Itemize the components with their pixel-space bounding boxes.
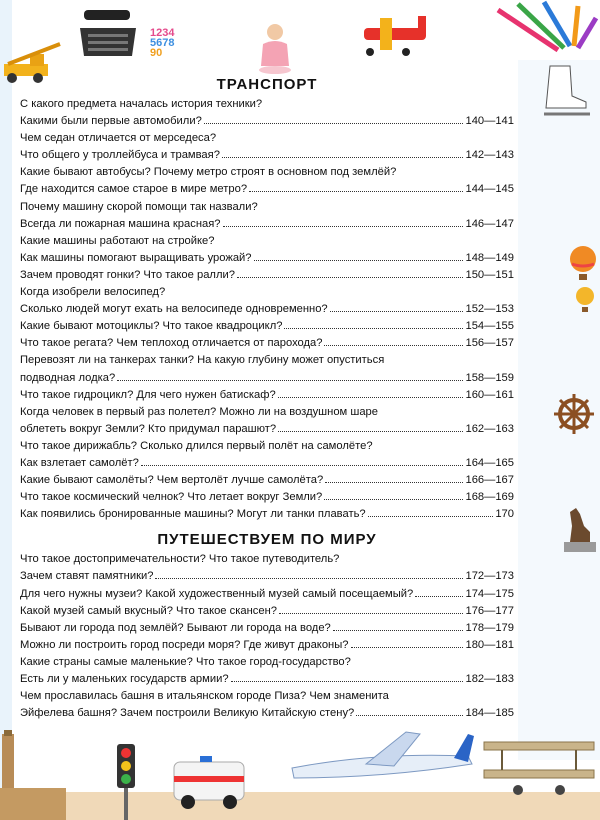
toc-entry[interactable] [20,506,514,523]
toc-entry[interactable] [20,199,514,216]
biplane-icon [478,728,600,798]
toc-entry[interactable] [20,603,514,620]
dot-leader [155,578,463,579]
toc-question: Есть ли у маленьких государств армии? [20,673,229,685]
markers-icon [488,0,600,58]
toc-page-number: 172—173 [465,570,514,583]
toc-entry[interactable] [20,421,514,438]
dot-leader [333,630,464,631]
toc-question: Эйфелева башня? Зачем построили Великую Китайскую стену? [20,707,355,720]
toc-page-number: 156—157 [465,337,514,350]
dot-leader [351,647,464,648]
toc-question: Сколько людей могут ехать на велосипеде одновременно? [20,303,328,316]
dot-leader [249,191,463,192]
toc-entry[interactable] [20,387,514,404]
section-travel-entries [20,551,514,722]
toc-question: Какой музей самый вкусный? Что такое скансен? [20,604,277,617]
section-title-transport: ТРАНСПОРТ [216,76,318,93]
toc-question: Что такое гидроцикл? Для чего нужен батискаф? [20,388,276,401]
dot-leader [324,345,463,346]
ice-skate-icon [540,62,592,120]
toc-question: Какие бывают самолёты? Чем вертолёт лучше самолёта? [20,474,324,487]
toc-page-number: 178—179 [465,621,514,634]
dot-leader [284,328,463,329]
dot-leader [141,465,464,466]
dot-leader [117,380,463,381]
toc-page-number: 164—165 [465,456,514,469]
toc-entry[interactable] [20,688,514,705]
toc-question: Как взлетает самолёт? [20,456,139,469]
dot-leader [254,260,464,261]
toc-question: Бывают ли города под землёй? Бывают ли города на воде? [20,621,331,634]
toc-page-number: 180—181 [465,638,514,651]
toc-question: Что такое космический челнок? Что летает вокруг Земли? [20,491,323,504]
toc-page-number: 174—175 [465,587,514,600]
toc-entry[interactable] [20,147,514,164]
dot-leader [279,613,463,614]
toc-question: Чем седан отличается от мерседеса? [20,132,217,145]
toc-entry[interactable] [20,96,514,113]
toc-entry[interactable] [20,370,514,387]
toc-entry[interactable] [20,489,514,506]
toc-entry[interactable] [20,654,514,671]
toc-entry[interactable] [20,284,514,301]
dog-statue-icon [562,506,598,554]
toc-question: Когда изобрели велосипед? [20,286,166,299]
toc-question: Можно ли построить город посреди моря? Где живут драконы? [20,638,349,651]
toc-page-number: 140—141 [465,115,514,128]
toc-page-number: 148—149 [465,251,514,264]
toc-entry[interactable] [20,250,514,267]
toc-entry[interactable] [20,455,514,472]
toc-entry[interactable] [20,318,514,335]
dot-leader [237,277,464,278]
dot-leader [278,431,463,432]
toc-question: Перевозят ли на танкерах танки? На какую глубину может опуститься [20,354,385,367]
dot-leader [368,516,494,517]
toc-page-number: 158—159 [465,371,514,384]
toc-page-number: 184—185 [465,707,514,720]
toc-page-number: 144—145 [465,183,514,196]
toc-page-number: 170 [495,508,514,521]
dot-leader [231,681,464,682]
toc-page-number: 182—183 [465,673,514,685]
toc-page-number: 160—161 [465,388,514,401]
small-balloon-icon [574,286,596,314]
numbers-row-3: 90 [150,47,163,59]
toc-question: Почему машину скорой помощи так назвали? [20,200,258,213]
toc-entry[interactable] [20,404,514,421]
numbers-row-1: 1234 [150,27,175,39]
toc-entry[interactable] [20,551,514,568]
toc-page-number: 166—167 [465,474,514,487]
toc-page-number: 142—143 [465,149,514,162]
section-transport-entries [20,96,514,523]
dot-leader [324,499,463,500]
dot-leader [415,596,463,597]
dot-leader [222,157,464,158]
toc-entry[interactable] [20,267,514,284]
toc-entry[interactable] [20,586,514,603]
table-of-contents [20,74,514,722]
toc-entry[interactable] [20,620,514,637]
dot-leader [278,397,464,398]
toc-entry[interactable] [20,164,514,181]
dot-leader [325,482,463,483]
toc-question: подводная лодка? [20,371,116,384]
toc-entry[interactable] [20,671,514,688]
ambulance-icon [170,754,250,814]
toc-question: Что такое достопримечательности? Что такое путеводитель? [20,553,340,566]
toc-entry[interactable] [20,301,514,318]
toc-question: Какие машины работают на стройке? [20,234,215,247]
toc-question: Как машины помогают выращивать урожай? [20,251,252,264]
toc-question: Для чего нужны музеи? Какой художественный музей самый посещаемый? [20,587,414,600]
toc-question: Чем прославилась башня в итальянском городе Пиза? Чем знаменита [20,690,389,703]
toc-entry[interactable] [20,705,514,722]
toc-question: Какими были первые автомобили? [20,115,202,128]
toc-question: Какие бывают автобусы? Почему метро строят в основном под землёй? [20,166,397,179]
toc-entry[interactable] [20,181,514,198]
toc-page-number: 176—177 [465,604,514,617]
toc-question: Какие бывают мотоциклы? Что такое квадроцикл? [20,320,283,333]
hot-air-balloon-icon [568,246,598,282]
toc-page-number: 152—153 [465,303,514,316]
toc-entry[interactable] [20,130,514,147]
left-margin-band [0,0,12,820]
toc-entry[interactable] [20,352,514,369]
dot-leader [204,123,464,124]
toc-question: Какие страны самые маленькие? Что такое город-государство? [20,655,351,668]
toc-page-number: 168—169 [465,491,514,504]
toc-entry[interactable] [20,438,514,455]
colored-numbers [150,28,174,58]
child-icon [255,22,295,74]
dot-leader [356,715,463,716]
toc-entry[interactable] [20,335,514,352]
toc-question: С какого предмета началась история техники? [20,98,263,110]
toc-page-number: 154—155 [465,320,514,333]
toc-question: Как появились бронированные машины? Могут ли танки плавать? [20,508,366,521]
toc-page-number: 162—163 [465,422,514,435]
toc-entry[interactable] [20,113,514,130]
typewriter-icon [78,6,138,62]
toc-question: Что такое регата? Чем теплоход отличается от парохода? [20,337,323,350]
toc-entry[interactable] [20,233,514,250]
toc-question: Где находится самое старое в мире метро? [20,183,248,196]
traffic-light-icon [114,744,138,820]
toy-airplane-icon [358,6,434,58]
toc-question: Всегда ли пожарная машина красная? [20,217,221,230]
toc-entry[interactable] [20,216,514,233]
dot-leader [223,226,464,227]
toc-page-number: 146—147 [465,217,514,230]
ships-wheel-icon [552,392,596,436]
toc-question: Когда человек в первый раз полетел? Можно ли на воздушном шаре [20,405,379,418]
toc-question: Зачем ставят памятники? [20,570,154,583]
toc-entry[interactable] [20,568,514,585]
toc-question: Что общего у троллейбуса и трамвая? [20,149,220,162]
toc-page-number: 150—151 [465,268,514,281]
toc-question: Что такое дирижабль? Сколько длился первый полёт на самолёте? [20,439,373,452]
toc-question: Зачем проводят гонки? Что такое ралли? [20,268,235,281]
toc-entry[interactable] [20,472,514,489]
toc-question: облететь вокруг Земли? Кто придумал парашют? [20,422,277,435]
numbers-row-2: 5678 [150,37,175,49]
big-ben-icon [0,730,66,820]
section-title-travel: ПУТЕШЕСТВУЕМ ПО МИРУ [157,531,377,549]
toc-entry[interactable] [20,637,514,654]
passenger-plane-icon [286,726,476,796]
dot-leader [330,311,464,312]
